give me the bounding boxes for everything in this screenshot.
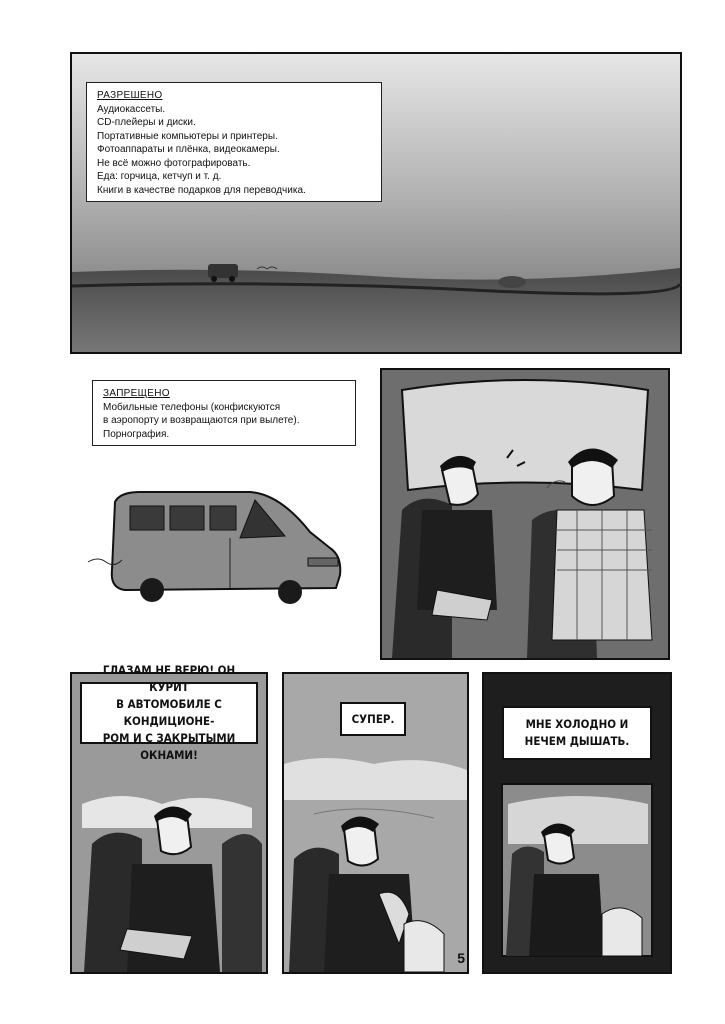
speech-balloon-disbelief xyxy=(80,663,258,762)
balloon-line: НЕЧЕМ ДЫШАТЬ. xyxy=(524,734,630,748)
balloon-line: ГЛАЗАМ НЕ ВЕРЮ! ОН КУРИТ xyxy=(102,663,236,694)
allowed-line: Фотоаппараты и плёнка, видеокамеры. xyxy=(97,144,280,155)
forbidden-line: Мобильные телефоны (конфискуются xyxy=(103,401,281,413)
speech-balloon-super xyxy=(340,702,406,736)
panel-super xyxy=(282,672,469,974)
allowed-line: Еда: горчица, кетчуп и т. д. xyxy=(97,171,222,182)
forbidden-line: Порнография. xyxy=(103,428,170,440)
panel-landscape xyxy=(70,52,682,354)
balloon-line: СУПЕР. xyxy=(351,711,395,726)
forbidden-caption xyxy=(92,380,356,446)
forbidden-line: в аэропорту и возвращаются при вылете). xyxy=(103,415,300,426)
allowed-line: Книги в качестве подарков для переводчика. xyxy=(97,184,306,196)
interior-drawing xyxy=(382,370,668,658)
panel-interior xyxy=(380,368,670,660)
forbidden-heading: ЗАПРЕЩЕНО xyxy=(103,388,170,399)
allowed-heading: РАЗРЕШЕНО xyxy=(97,90,163,101)
balloon-line: МНЕ ХОЛОДНО И xyxy=(525,717,629,731)
allowed-line: CD-плейеры и диски. xyxy=(97,117,196,128)
page-number: 5 xyxy=(457,950,465,966)
allowed-line: Не всё можно фотографировать. xyxy=(97,157,251,169)
balloon-line: В АВТОМОБИЛЕ С КОНДИЦИОНЕ- xyxy=(116,697,222,728)
allowed-line: Портативные компьютеры и принтеры. xyxy=(97,130,278,142)
speech-balloon-cold xyxy=(502,706,652,760)
panel-cold xyxy=(482,672,672,974)
panel-man-disbelief xyxy=(70,663,268,974)
allowed-line: Аудиокассеты. xyxy=(97,103,166,115)
balloon-line: РОМ И С ЗАКРЫТЫМИ ОКНАМИ! xyxy=(102,731,236,762)
distant-car xyxy=(498,276,526,288)
allowed-caption xyxy=(86,82,382,202)
minibus-drawing xyxy=(80,480,350,615)
